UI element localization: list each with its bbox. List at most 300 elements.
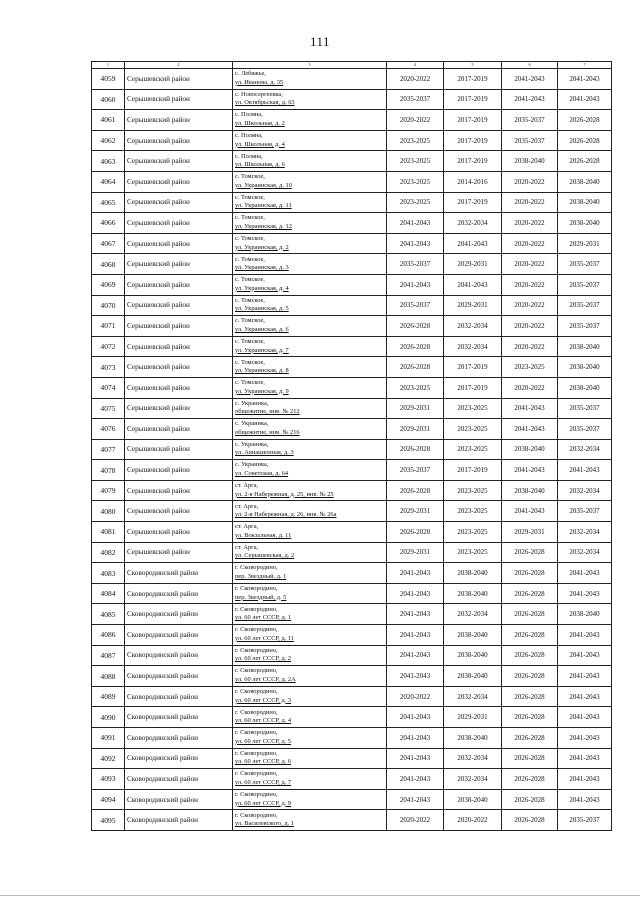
period-cell-col7: 2035-2037	[558, 274, 612, 295]
address-locality: с. Томское,	[235, 379, 265, 387]
period-cell-col7: 2041-2043	[558, 707, 612, 728]
address-street: ул. Украинская, д. 8	[235, 367, 289, 375]
period-cell-col5: 2029-2031	[444, 295, 502, 316]
row-number-cell: 4070	[92, 295, 125, 316]
row-number-cell: 4061	[92, 110, 125, 131]
period-cell-col4: 2026-2028	[387, 439, 444, 460]
table-row	[92, 789, 612, 810]
period-cell-col5: 2023-2025	[444, 542, 502, 563]
row-number-cell: 4084	[92, 583, 125, 604]
address-cell	[233, 542, 387, 563]
period-cell-col7: 2032-2034	[558, 522, 612, 543]
table-row	[92, 357, 612, 378]
address-street: ул. Октябрьская, д. 63	[235, 99, 295, 107]
period-cell-col7: 2026-2028	[558, 130, 612, 151]
period-cell-col6: 2020-2022	[502, 213, 558, 234]
address-cell	[233, 604, 387, 625]
period-cell-col4: 2026-2028	[387, 357, 444, 378]
period-cell-col6: 2026-2028	[502, 645, 558, 666]
address-locality: г. Сковородино,	[235, 626, 278, 634]
period-cell-col5: 2038-2040	[444, 666, 502, 687]
table-row	[92, 336, 612, 357]
address-cell	[233, 666, 387, 687]
period-cell-col5: 2038-2040	[444, 645, 502, 666]
period-cell-col5: 2038-2040	[444, 728, 502, 749]
district-cell: Сковородинский район	[125, 810, 233, 831]
district-cell: Сковородинский район	[125, 686, 233, 707]
period-cell-col6: 2020-2022	[502, 377, 558, 398]
period-cell-col6: 2038-2040	[502, 480, 558, 501]
period-cell-col5: 2023-2025	[444, 501, 502, 522]
table-row	[92, 419, 612, 440]
column-number: 5	[444, 62, 502, 69]
table-row	[92, 192, 612, 213]
address-locality: с. Томское,	[235, 358, 265, 366]
address-street: ул. 60 лет СССР, д. 1	[235, 614, 292, 622]
row-number-cell: 4064	[92, 171, 125, 192]
address-street: ул. 60 лет СССР, д. 6	[235, 758, 292, 766]
address-cell	[233, 625, 387, 646]
address-cell	[233, 398, 387, 419]
table-row	[92, 604, 612, 625]
period-cell-col6: 2026-2028	[502, 769, 558, 790]
period-cell-col5: 2038-2040	[444, 583, 502, 604]
address-cell	[233, 274, 387, 295]
period-cell-col6: 2041-2043	[502, 398, 558, 419]
table-row	[92, 254, 612, 275]
period-cell-col5: 2032-2034	[444, 604, 502, 625]
period-cell-col7: 2041-2043	[558, 583, 612, 604]
address-locality: г. Сковородино,	[235, 646, 278, 654]
table-row	[92, 274, 612, 295]
district-cell: Серышевский район	[125, 542, 233, 563]
period-cell-col6: 2020-2022	[502, 316, 558, 337]
period-cell-col4: 2020-2022	[387, 686, 444, 707]
address-locality: г. Сковородино,	[235, 708, 278, 716]
period-cell-col7: 2041-2043	[558, 769, 612, 790]
period-cell-col4: 2029-2031	[387, 398, 444, 419]
table-row	[92, 748, 612, 769]
row-number-cell: 4073	[92, 357, 125, 378]
address-cell	[233, 728, 387, 749]
period-cell-col5: 2020-2022	[444, 810, 502, 831]
address-cell	[233, 357, 387, 378]
table-row	[92, 213, 612, 234]
row-number-cell: 4066	[92, 213, 125, 234]
row-number-cell: 4092	[92, 748, 125, 769]
period-cell-col4: 2023-2025	[387, 171, 444, 192]
address-locality: с. Томское,	[235, 214, 265, 222]
period-cell-col5: 2032-2034	[444, 336, 502, 357]
period-cell-col5: 2017-2019	[444, 460, 502, 481]
address-cell	[233, 233, 387, 254]
period-cell-col7: 2035-2037	[558, 316, 612, 337]
address-locality: с. Поляна,	[235, 152, 263, 160]
table-row	[92, 110, 612, 131]
address-locality: г. Сковородино,	[235, 667, 278, 675]
period-cell-col6: 2026-2028	[502, 748, 558, 769]
address-locality: с. Украинка,	[235, 440, 269, 448]
period-cell-col5: 2032-2034	[444, 686, 502, 707]
table-row	[92, 130, 612, 151]
period-cell-col7: 2026-2028	[558, 151, 612, 172]
period-cell-col7: 2026-2028	[558, 110, 612, 131]
table-row	[92, 151, 612, 172]
period-cell-col7: 2035-2037	[558, 419, 612, 440]
period-cell-col7: 2041-2043	[558, 748, 612, 769]
district-cell: Серышевский район	[125, 377, 233, 398]
row-number-cell: 4059	[92, 69, 125, 90]
period-cell-col6: 2029-2031	[502, 522, 558, 543]
period-cell-col6: 2026-2028	[502, 707, 558, 728]
row-number-cell: 4082	[92, 542, 125, 563]
address-locality: с. Томское,	[235, 234, 265, 242]
period-cell-col7: 2035-2037	[558, 295, 612, 316]
district-cell: Серышевский район	[125, 213, 233, 234]
period-cell-col4: 2041-2043	[387, 769, 444, 790]
period-cell-col6: 2026-2028	[502, 625, 558, 646]
period-cell-col7: 2038-2040	[558, 213, 612, 234]
table-row	[92, 316, 612, 337]
column-number: 6	[502, 62, 558, 69]
table-row	[92, 439, 612, 460]
period-cell-col4: 2020-2022	[387, 69, 444, 90]
district-cell: Серышевский район	[125, 295, 233, 316]
period-cell-col7: 2041-2043	[558, 69, 612, 90]
address-street: ул. 2-я Набережная, д. 26, инв. № 26а	[235, 511, 337, 519]
period-cell-col7: 2038-2040	[558, 604, 612, 625]
period-cell-col4: 2023-2025	[387, 377, 444, 398]
period-cell-col5: 2017-2019	[444, 192, 502, 213]
address-locality: ст. Арга,	[235, 543, 259, 551]
row-number-cell: 4071	[92, 316, 125, 337]
period-cell-col4: 2026-2028	[387, 522, 444, 543]
district-cell: Серышевский район	[125, 89, 233, 110]
row-number-cell: 4065	[92, 192, 125, 213]
period-cell-col4: 2041-2043	[387, 625, 444, 646]
period-cell-col4: 2020-2022	[387, 110, 444, 131]
district-cell: Сковородинский район	[125, 604, 233, 625]
table-row	[92, 522, 612, 543]
address-cell	[233, 480, 387, 501]
address-street: ул. 60 лет СССР, д. 2	[235, 655, 292, 663]
address-street: ул. 2-я Набережная, д. 25, инв. № 25	[235, 490, 334, 498]
row-number-cell: 4079	[92, 480, 125, 501]
address-street: ул. 60 лет СССР, д. 9	[235, 799, 292, 807]
address-locality: ст. Арга,	[235, 482, 259, 490]
period-cell-col7: 2038-2040	[558, 171, 612, 192]
row-number-cell: 4075	[92, 398, 125, 419]
table-row	[92, 625, 612, 646]
period-cell-col4: 2041-2043	[387, 645, 444, 666]
address-cell	[233, 336, 387, 357]
period-cell-col4: 2041-2043	[387, 748, 444, 769]
period-cell-col4: 2023-2025	[387, 192, 444, 213]
period-cell-col4: 2041-2043	[387, 213, 444, 234]
period-cell-col5: 2017-2019	[444, 110, 502, 131]
address-cell	[233, 645, 387, 666]
row-number-cell: 4060	[92, 89, 125, 110]
district-cell: Сковородинский район	[125, 666, 233, 687]
table-row	[92, 69, 612, 90]
period-cell-col4: 2035-2037	[387, 460, 444, 481]
address-street: ул. Серышевская, д. 2	[235, 552, 295, 560]
row-number-cell: 4090	[92, 707, 125, 728]
address-locality: с. Томское,	[235, 193, 265, 201]
period-cell-col5: 2032-2034	[444, 748, 502, 769]
row-number-cell: 4087	[92, 645, 125, 666]
address-street: ул. Вокзальная, д. 11	[235, 531, 292, 539]
column-number: 7	[558, 62, 612, 69]
address-cell	[233, 419, 387, 440]
address-locality: г. Сковородино,	[235, 585, 278, 593]
address-cell	[233, 295, 387, 316]
district-cell: Серышевский район	[125, 316, 233, 337]
district-cell: Серышевский район	[125, 501, 233, 522]
address-street: ул. Школьная, д. 4	[235, 140, 285, 148]
period-cell-col4: 2041-2043	[387, 233, 444, 254]
address-cell	[233, 810, 387, 831]
period-cell-col6: 2041-2043	[502, 501, 558, 522]
period-cell-col4: 2029-2031	[387, 542, 444, 563]
row-number-cell: 4074	[92, 377, 125, 398]
period-cell-col5: 2017-2019	[444, 151, 502, 172]
period-cell-col5: 2032-2034	[444, 213, 502, 234]
period-cell-col4: 2041-2043	[387, 789, 444, 810]
table-row	[92, 583, 612, 604]
row-number-cell: 4068	[92, 254, 125, 275]
address-street: пер. Звездный, д. 5	[235, 593, 287, 601]
address-locality: г. Сковородино,	[235, 605, 278, 613]
address-cell	[233, 89, 387, 110]
period-cell-col5: 2029-2031	[444, 254, 502, 275]
period-cell-col5: 2014-2016	[444, 171, 502, 192]
address-locality: с. Украинка,	[235, 461, 269, 469]
period-cell-col7: 2038-2040	[558, 377, 612, 398]
address-cell	[233, 460, 387, 481]
period-cell-col6: 2020-2022	[502, 295, 558, 316]
period-cell-col5: 2017-2019	[444, 130, 502, 151]
period-cell-col4: 2023-2025	[387, 151, 444, 172]
table-row	[92, 563, 612, 584]
row-number-cell: 4063	[92, 151, 125, 172]
row-number-cell: 4091	[92, 728, 125, 749]
page-number: 111	[309, 34, 331, 49]
period-cell-col7: 2041-2043	[558, 789, 612, 810]
district-cell: Серышевский район	[125, 171, 233, 192]
address-street: ул. Авиационная, д. 3	[235, 449, 294, 457]
period-cell-col6: 2026-2028	[502, 810, 558, 831]
address-cell	[233, 686, 387, 707]
row-number-cell: 4078	[92, 460, 125, 481]
period-cell-col7: 2041-2043	[558, 645, 612, 666]
row-number-cell: 4086	[92, 625, 125, 646]
address-locality: с. Томское,	[235, 173, 265, 181]
row-number-cell: 4062	[92, 130, 125, 151]
period-cell-col7: 2029-2031	[558, 233, 612, 254]
address-cell	[233, 707, 387, 728]
district-cell: Серышевский район	[125, 480, 233, 501]
column-number: 3	[233, 62, 387, 69]
district-cell: Серышевский район	[125, 254, 233, 275]
district-cell: Сковородинский район	[125, 707, 233, 728]
address-locality: г. Сковородино,	[235, 790, 278, 798]
address-street: ул. 60 лет СССР, д. 3	[235, 696, 292, 704]
address-locality: ст. Арга,	[235, 523, 259, 531]
period-cell-col4: 2023-2025	[387, 130, 444, 151]
period-cell-col7: 2041-2043	[558, 666, 612, 687]
period-cell-col7: 2041-2043	[558, 89, 612, 110]
period-cell-col6: 2026-2028	[502, 604, 558, 625]
period-cell-col5: 2023-2025	[444, 419, 502, 440]
period-cell-col6: 2020-2022	[502, 274, 558, 295]
district-cell: Серышевский район	[125, 69, 233, 90]
address-street: ул. Школьная, д. 2	[235, 119, 285, 127]
period-cell-col7: 2038-2040	[558, 192, 612, 213]
row-number-cell: 4067	[92, 233, 125, 254]
address-cell	[233, 110, 387, 131]
period-cell-col5: 2017-2019	[444, 357, 502, 378]
address-street: ул. Украинская, д. 12	[235, 222, 292, 230]
period-cell-col6: 2026-2028	[502, 728, 558, 749]
period-cell-col6: 2041-2043	[502, 89, 558, 110]
period-cell-col4: 2029-2031	[387, 501, 444, 522]
address-cell	[233, 501, 387, 522]
period-cell-col4: 2041-2043	[387, 583, 444, 604]
column-number: 1	[92, 62, 125, 69]
address-street: ул. Иванова, д. 35	[235, 78, 284, 86]
period-cell-col4: 2041-2043	[387, 563, 444, 584]
period-cell-col6: 2041-2043	[502, 419, 558, 440]
address-cell	[233, 192, 387, 213]
scan-edge-line	[0, 895, 640, 896]
address-locality: г. Сковородино,	[235, 811, 278, 819]
period-cell-col7: 2035-2037	[558, 810, 612, 831]
address-locality: с. Поляна,	[235, 131, 263, 139]
column-number: 2	[125, 62, 233, 69]
period-cell-col6: 2026-2028	[502, 789, 558, 810]
address-cell	[233, 789, 387, 810]
district-cell: Сковородинский район	[125, 645, 233, 666]
address-cell	[233, 769, 387, 790]
row-number-cell: 4076	[92, 419, 125, 440]
address-cell	[233, 213, 387, 234]
address-locality: г. Сковородино,	[235, 729, 278, 737]
period-cell-col7: 2041-2043	[558, 728, 612, 749]
row-number-cell: 4081	[92, 522, 125, 543]
period-cell-col6: 2020-2022	[502, 192, 558, 213]
address-street: ул. Украинская, д. 5	[235, 305, 289, 313]
address-cell	[233, 583, 387, 604]
period-cell-col6: 2026-2028	[502, 686, 558, 707]
address-street: ул. 60 лет СССР, д. 7	[235, 778, 292, 786]
period-cell-col4: 2035-2037	[387, 295, 444, 316]
district-cell: Серышевский район	[125, 274, 233, 295]
district-cell: Сковородинский район	[125, 789, 233, 810]
period-cell-col7: 2041-2043	[558, 625, 612, 646]
district-cell: Серышевский район	[125, 336, 233, 357]
period-cell-col5: 2017-2019	[444, 377, 502, 398]
table-row	[92, 377, 612, 398]
address-street: общежитие, инв. № 212	[235, 408, 300, 416]
period-cell-col6: 2041-2043	[502, 460, 558, 481]
period-cell-col6: 2035-2037	[502, 110, 558, 131]
period-cell-col6: 2038-2040	[502, 439, 558, 460]
row-number-cell: 4069	[92, 274, 125, 295]
table-row	[92, 542, 612, 563]
district-cell: Серышевский район	[125, 110, 233, 131]
row-number-cell: 4094	[92, 789, 125, 810]
address-locality: г. Сковородино,	[235, 770, 278, 778]
period-cell-col7: 2035-2037	[558, 254, 612, 275]
period-cell-col7: 2038-2040	[558, 357, 612, 378]
period-cell-col6: 2020-2022	[502, 233, 558, 254]
period-cell-col7: 2038-2040	[558, 336, 612, 357]
address-cell	[233, 69, 387, 90]
address-street: ул. Украинская, д. 6	[235, 325, 289, 333]
period-cell-col6: 2035-2037	[502, 130, 558, 151]
address-locality: г. Сковородино,	[235, 564, 278, 572]
table-row	[92, 480, 612, 501]
period-cell-col6: 2026-2028	[502, 583, 558, 604]
address-cell	[233, 254, 387, 275]
row-number-cell: 4093	[92, 769, 125, 790]
address-street: ул. Украинская, д. 7	[235, 346, 289, 354]
address-locality: с. Томское,	[235, 317, 265, 325]
district-cell: Серышевский район	[125, 233, 233, 254]
district-cell: Серышевский район	[125, 192, 233, 213]
period-cell-col7: 2041-2043	[558, 686, 612, 707]
address-locality: с. Украинка,	[235, 399, 269, 407]
address-street: ул. Украинская, д. 3	[235, 264, 289, 272]
district-cell: Серышевский район	[125, 357, 233, 378]
period-cell-col4: 2041-2043	[387, 274, 444, 295]
district-cell: Серышевский район	[125, 398, 233, 419]
period-cell-col6: 2038-2040	[502, 151, 558, 172]
period-cell-col4: 2026-2028	[387, 480, 444, 501]
district-cell: Сковородинский район	[125, 748, 233, 769]
period-cell-col6: 2041-2043	[502, 69, 558, 90]
period-cell-col7: 2035-2037	[558, 398, 612, 419]
address-locality: с. Украинка,	[235, 420, 269, 428]
district-cell: Серышевский район	[125, 439, 233, 460]
period-cell-col5: 2032-2034	[444, 769, 502, 790]
table-row	[92, 769, 612, 790]
period-cell-col5: 2023-2025	[444, 398, 502, 419]
district-cell: Серышевский район	[125, 130, 233, 151]
address-cell	[233, 171, 387, 192]
column-number: 4	[387, 62, 444, 69]
address-street: ул. Украинская, д. 9	[235, 387, 289, 395]
address-locality: с. Томское,	[235, 276, 265, 284]
row-number-cell: 4085	[92, 604, 125, 625]
address-street: общежитие, инв. № 216	[235, 428, 300, 436]
address-street: ул. Украинская, д. 11	[235, 202, 292, 210]
address-locality: с. Томское,	[235, 337, 265, 345]
district-cell: Серышевский район	[125, 522, 233, 543]
address-street: ул. Василевского, д. 1	[235, 820, 294, 828]
period-cell-col5: 2032-2034	[444, 316, 502, 337]
address-cell	[233, 316, 387, 337]
period-cell-col5: 2038-2040	[444, 789, 502, 810]
address-locality: с. Томское,	[235, 255, 265, 263]
address-street: ул. 60 лет СССР, д. 4	[235, 717, 292, 725]
period-cell-col5: 2023-2025	[444, 439, 502, 460]
address-locality: с. Томское,	[235, 296, 265, 304]
table-row	[92, 171, 612, 192]
address-street: ул. 60 лет СССР, д. 2А	[235, 676, 296, 684]
period-cell-col6: 2020-2022	[502, 254, 558, 275]
